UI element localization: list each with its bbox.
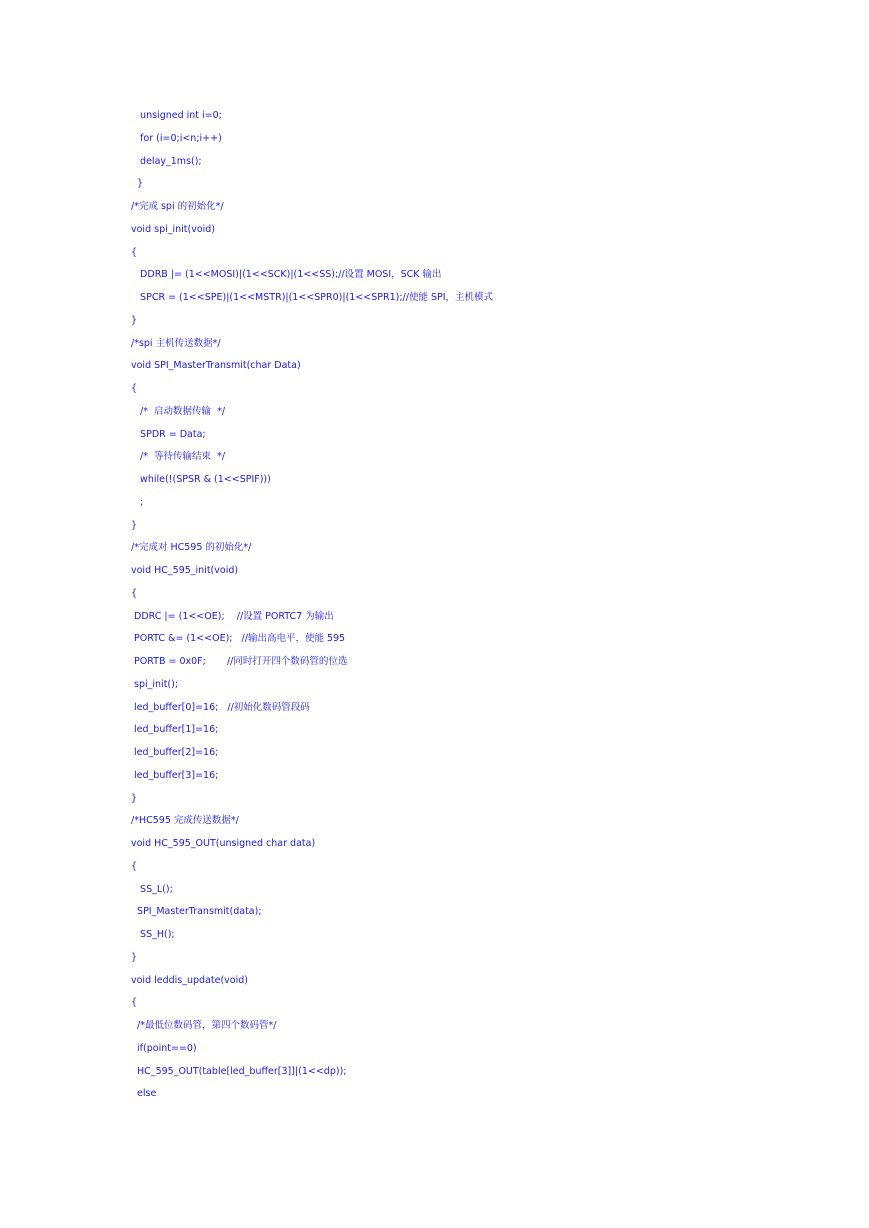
code-line: void HC_595_init(void) (131, 565, 239, 576)
code-line: while(!(SPSR & (1<<SPIF))) (131, 474, 271, 485)
code-line: SPCR = (1<<SPE)|(1<<MSTR)|(1<<SPR0)|(1<<SPR1);//使能 SPI，主机模式 (131, 292, 494, 303)
code-line: HC_595_OUT(table[led_buffer[3]]|(1<<dp)); (131, 1065, 347, 1077)
code-line: led_buffer[2]=16; (131, 747, 219, 758)
code-line: void spi_init(void) (131, 223, 216, 235)
code-line: void leddis_update(void) (131, 974, 248, 986)
code-line: DDRC |= (1<<OE); //设置 PORTC7 为输出 (131, 610, 334, 622)
code-line: SS_L(); (131, 883, 173, 895)
code-line: } (131, 792, 138, 804)
code-line: } (131, 178, 144, 190)
code-line: PORTC &= (1<<OE); //输出高电平，使能 595 (131, 633, 346, 645)
code-line: for (i=0;i<n;i++) (131, 132, 222, 144)
code-line: /* 启动数据传输 */ (131, 405, 226, 417)
code-line: DDRB |= (1<<MOSI)|(1<<SCK)|(1<<SS);//设置 MOSI，SCK 输出 (131, 269, 442, 281)
code-line: { (131, 383, 138, 394)
code-line: PORTB = 0x0F; //同时打开四个数码管的位选 (131, 656, 348, 667)
code-line: led_buffer[3]=16; (131, 769, 219, 781)
code-line: SS_H(); (131, 929, 175, 940)
code-line: led_buffer[1]=16; (131, 724, 219, 736)
code-line: /*完成对 HC595 的初始化*/ (131, 542, 252, 554)
code-line: } (131, 519, 138, 531)
code-line: SPDR = Data; (131, 428, 206, 440)
code-line: } (131, 951, 138, 963)
code-line: spi_init(); (131, 678, 179, 690)
code-line: unsigned int i=0; (131, 110, 222, 121)
code-line: void HC_595_OUT(unsigned char data) (131, 838, 316, 849)
code-line: } (131, 314, 138, 326)
code-line: { (131, 587, 138, 599)
code-line: /*完成 spi 的初始化*/ (131, 201, 224, 212)
code-line: { (131, 860, 138, 872)
code-line: SPI_MasterTransmit(data); (131, 906, 262, 918)
code-listing (131, 108, 831, 1109)
code-line: /*spi 主机传送数据*/ (131, 337, 221, 349)
code-line: void SPI_MasterTransmit(char Data) (131, 360, 301, 372)
code-line: { (131, 246, 138, 258)
code-line: /*HC595 完成传送数据*/ (131, 815, 239, 827)
code-line: /* 等待传输结束 */ (131, 451, 226, 463)
code-line: /*最低位数码管，第四个数码管*/ (131, 1020, 277, 1031)
code-line: ; (131, 496, 144, 508)
code-line: else (131, 1088, 157, 1100)
code-line: if(point==0) (131, 1042, 197, 1054)
code-line: delay_1ms(); (131, 155, 202, 167)
code-line: led_buffer[0]=16; //初始化数码管段码 (131, 701, 310, 713)
code-line: { (131, 997, 138, 1009)
